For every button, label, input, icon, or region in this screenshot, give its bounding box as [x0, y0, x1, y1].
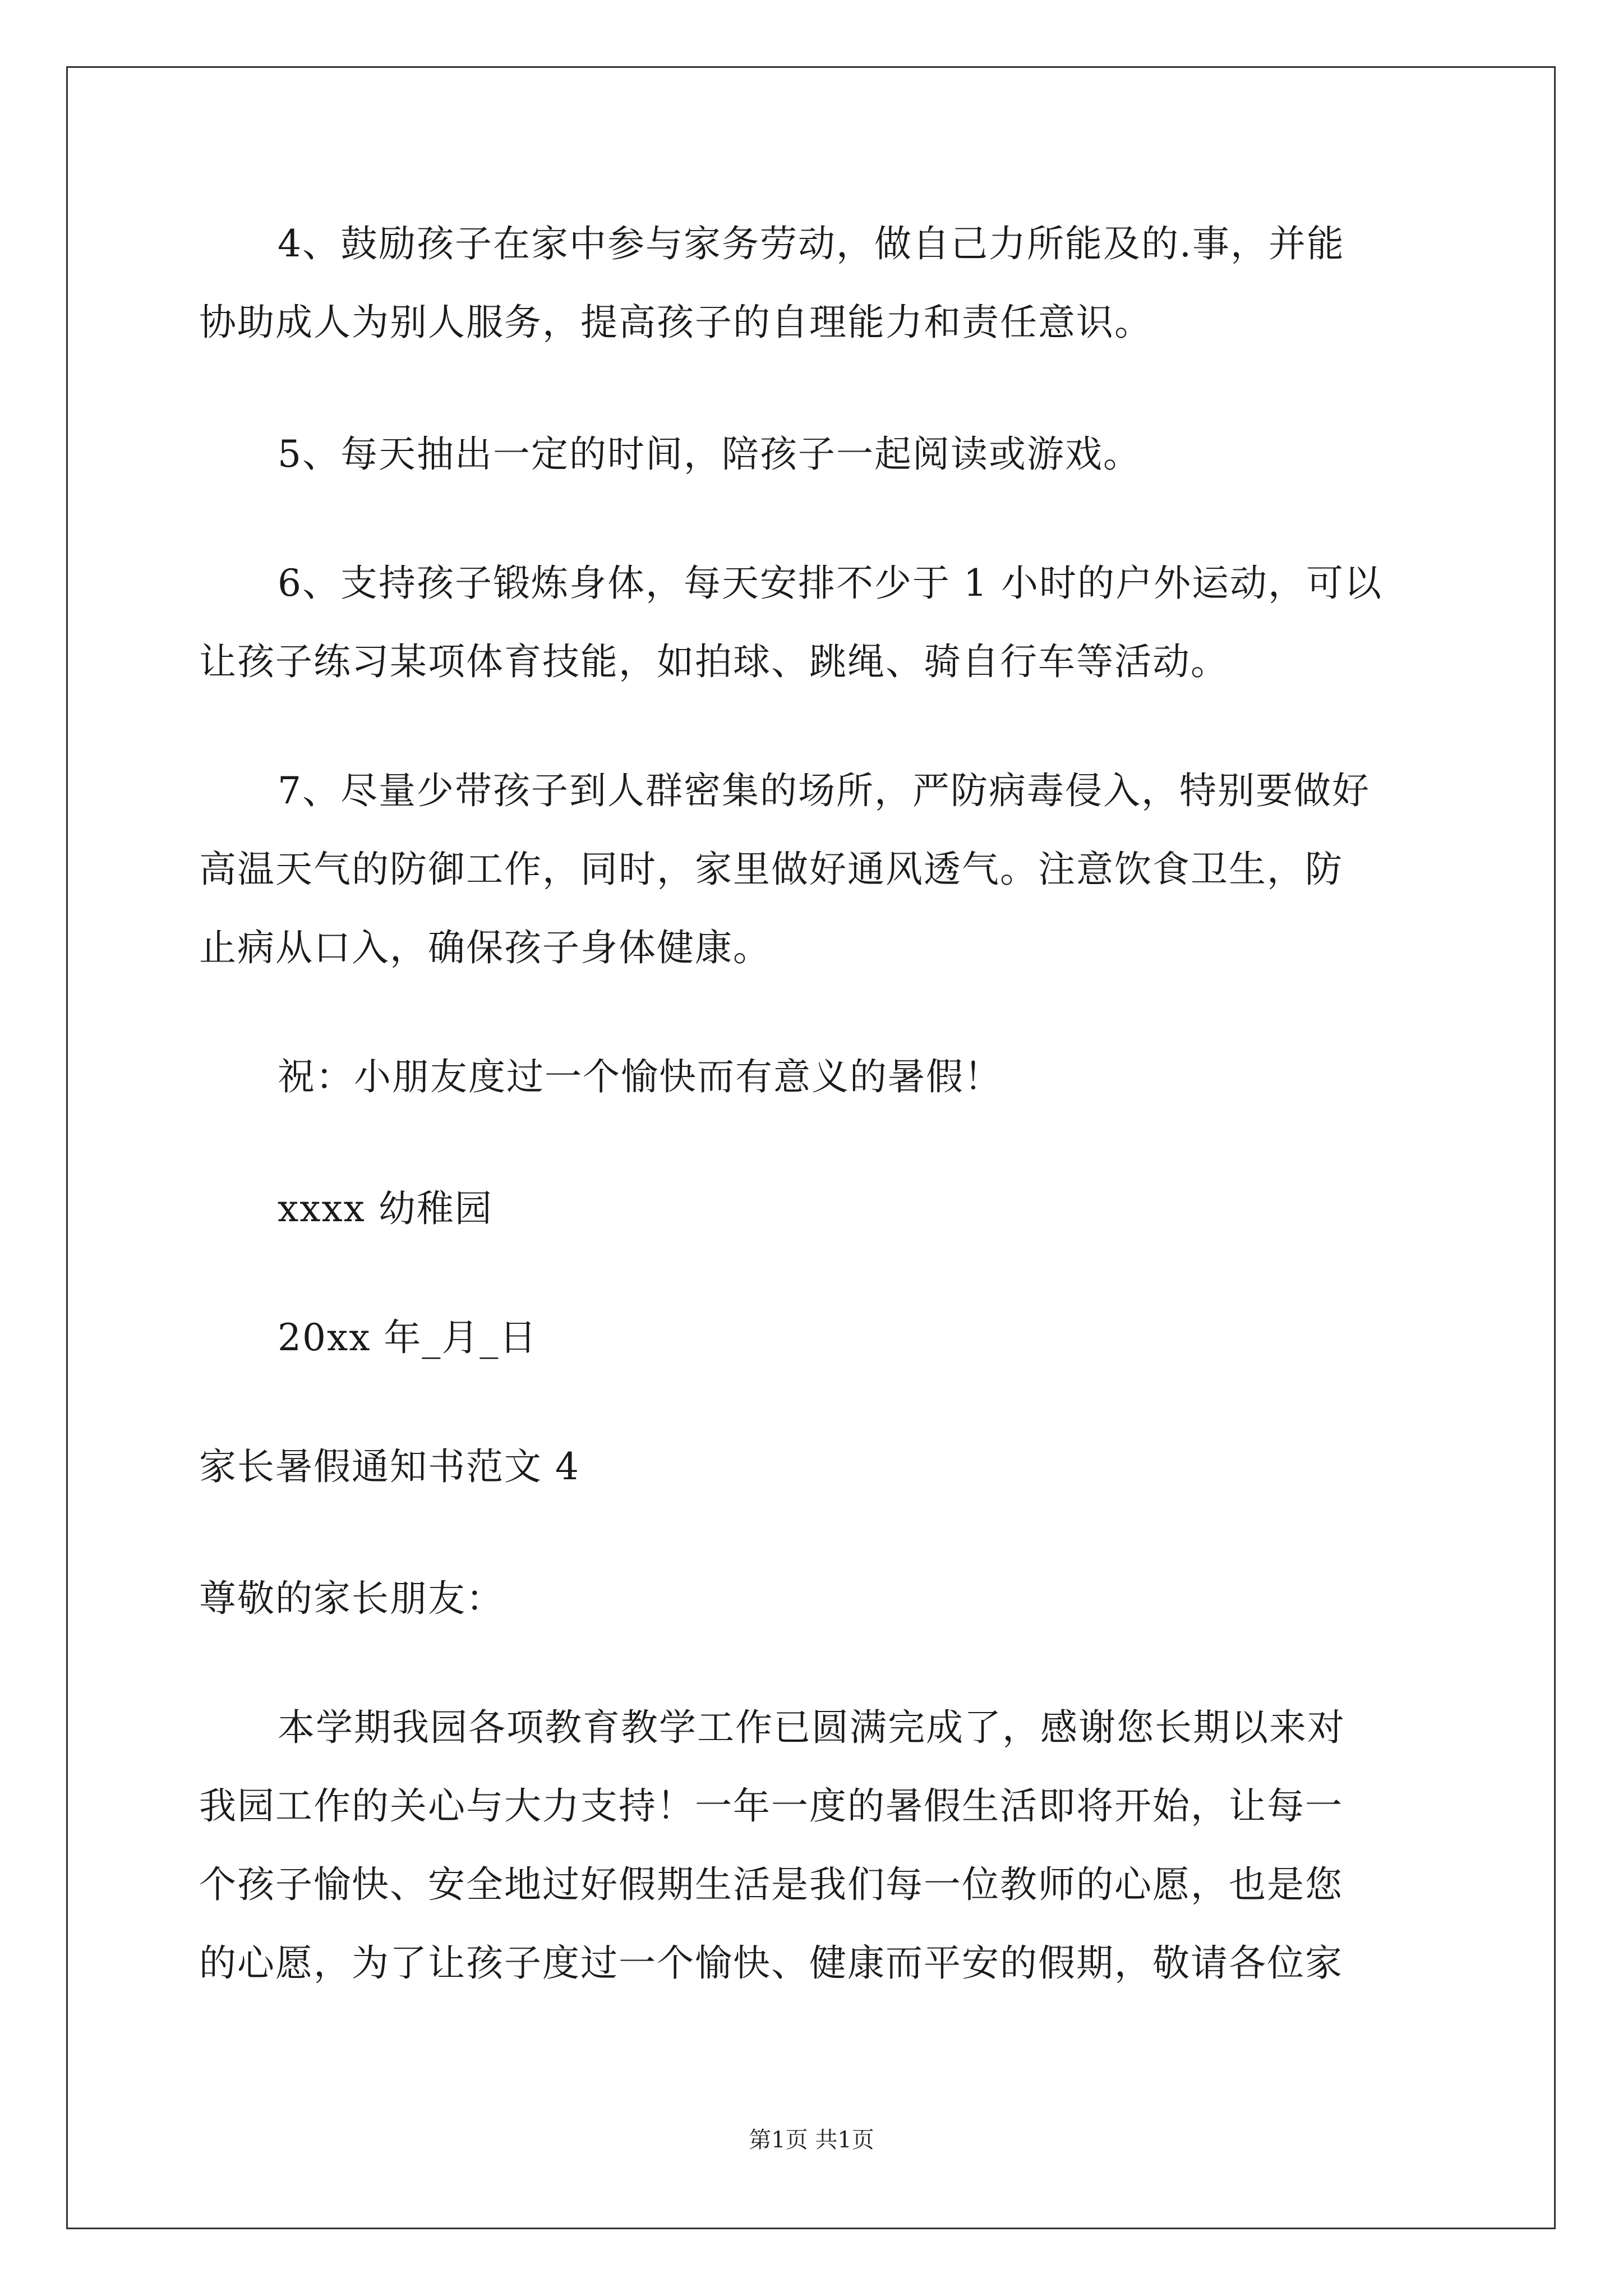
paragraph-line: 让孩子练习某项体育技能，如拍球、跳绳、骑自行车等活动。 [199, 640, 1229, 683]
paragraph-line: 我园工作的关心与大力支持！一年一度的暑假生活即将开始，让每一 [199, 1784, 1343, 1828]
paragraph-line: 祝：小朋友度过一个愉快而有意义的暑假！ [278, 1055, 1002, 1098]
paragraph-line: 协助成人为别人服务，提高孩子的自理能力和责任意识。 [199, 301, 1152, 344]
paragraph-line: 7、尽量少带孩子到人群密集的场所，严防病毒侵入，特别要做好 [278, 769, 1370, 812]
paragraph-line: 6、支持孩子锻炼身体，每天安排不少于 1 小时的户外运动，可以 [278, 562, 1382, 605]
signature-line: xxxx 幼稚园 [278, 1187, 493, 1230]
date-line: 20xx 年_月_日 [278, 1316, 538, 1359]
paragraph-line: 个孩子愉快、安全地过好假期生活是我们每一位教师的心愿，也是您 [199, 1863, 1343, 1906]
paragraph-line: 本学期我园各项教育教学工作已圆满完成了，感谢您长期以来对 [278, 1706, 1345, 1749]
section-heading: 家长暑假通知书范文 4 [199, 1445, 580, 1488]
paragraph-line: 5、每天抽出一定的时间，陪孩子一起阅读或游戏。 [278, 432, 1141, 476]
paragraph-line: 止病从口入，确保孩子身体健康。 [199, 926, 771, 969]
paragraph-line: 的心愿，为了让孩子度过一个愉快、健康而平安的假期，敬请各位家 [199, 1941, 1343, 1985]
paragraph-line: 4、鼓励孩子在家中参与家务劳动，做自己力所能及的.事，并能 [278, 222, 1345, 265]
paragraph-line: 高温天气的防御工作，同时，家里做好通风透气。注意饮食卫生，防 [199, 848, 1343, 891]
page-footer: 第1页 共1页 [749, 2127, 874, 2153]
salutation: 尊敬的家长朋友： [199, 1577, 504, 1620]
